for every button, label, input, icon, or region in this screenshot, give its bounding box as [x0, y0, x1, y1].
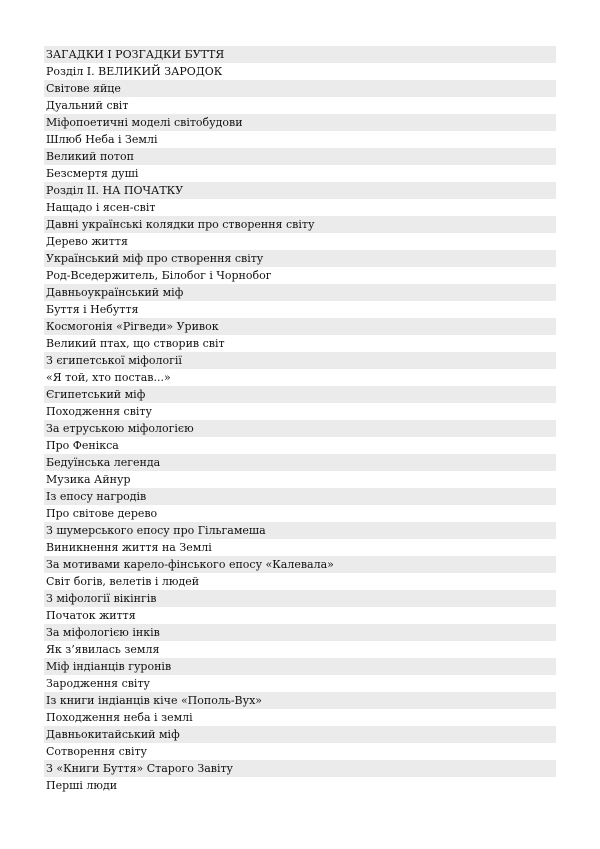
- toc-entry: Походження світу: [46, 405, 152, 418]
- toc-entry: Зародження світу: [46, 677, 151, 690]
- toc-entry: Дерево життя: [46, 235, 128, 248]
- toc-entry: Світ богів, велетів і людей: [46, 575, 200, 588]
- toc-entry: Розділ ІІ. НА ПОЧАТКУ: [44, 182, 556, 199]
- toc-entry: Виникнення життя на Землі: [46, 541, 212, 554]
- toc-entry: ЗАГАДКИ І РОЗГАДКИ БУТТЯ: [44, 46, 556, 63]
- toc-entry: Початок життя: [46, 609, 136, 622]
- toc-entry: Про Фенікса: [46, 439, 119, 452]
- toc-entry: Великий птах, що створив світ: [46, 337, 225, 350]
- toc-entry: За етруською міфологією: [44, 420, 556, 437]
- toc-entry: Походження неба і землі: [46, 711, 193, 724]
- toc-entry: З шумерського епосу про Гільгамеша: [44, 522, 556, 539]
- toc-entry: Міф індіанців гуронів: [44, 658, 556, 675]
- toc-entry: Світове яйце: [44, 80, 556, 97]
- toc-entry: Давні українські колядки про створення світу: [44, 216, 556, 233]
- toc-entry: Давньоукраїнський міф: [44, 284, 556, 301]
- toc-entry: «Я той, хто постав...»: [46, 371, 171, 384]
- toc-entry: Про світове дерево: [46, 507, 158, 520]
- toc-entry: За міфологією інків: [44, 624, 556, 641]
- toc-entry: Сотворення світу: [46, 745, 148, 758]
- toc-entry: Єгипетський міф: [44, 386, 556, 403]
- toc-entry: Безсмертя душі: [46, 167, 139, 180]
- table-of-contents: [44, 46, 556, 794]
- toc-entry: Нащадо і ясен-світ: [46, 201, 156, 214]
- toc-entry: Дуальний світ: [46, 99, 129, 112]
- toc-entry: З «Книги Буття» Старого Завіту: [44, 760, 556, 777]
- toc-entry: Розділ І. ВЕЛИКИЙ ЗАРОДОК: [46, 65, 223, 78]
- toc-entry: Перші люди: [46, 779, 118, 792]
- toc-entry: Шлюб Неба і Землі: [46, 133, 158, 146]
- toc-entry: Як з’явилась земля: [46, 643, 160, 656]
- toc-entry: За мотивами карело-фінського епосу «Калевала»: [44, 556, 556, 573]
- toc-entry: Бедуїнська легенда: [44, 454, 556, 471]
- toc-entry: Музика Айнур: [46, 473, 131, 486]
- toc-entry: Род-Вседержитель, Білобог і Чорнобог: [46, 269, 272, 282]
- toc-entry: Космогонія «Рігведи» Уривок: [44, 318, 556, 335]
- toc-entry: Із епосу нагродів: [44, 488, 556, 505]
- toc-entry: Із книги індіанців кіче «Пополь-Вух»: [44, 692, 556, 709]
- toc-entry: З міфології вікінгів: [44, 590, 556, 607]
- toc-entry: Український міф про створення світу: [44, 250, 556, 267]
- toc-entry: Давньокитайський міф: [44, 726, 556, 743]
- toc-entry: З єгипетської міфології: [44, 352, 556, 369]
- toc-entry: Буття і Небуття: [46, 303, 139, 316]
- toc-entry: Великий потоп: [44, 148, 556, 165]
- toc-entry: Міфопоетичні моделі світобудови: [44, 114, 556, 131]
